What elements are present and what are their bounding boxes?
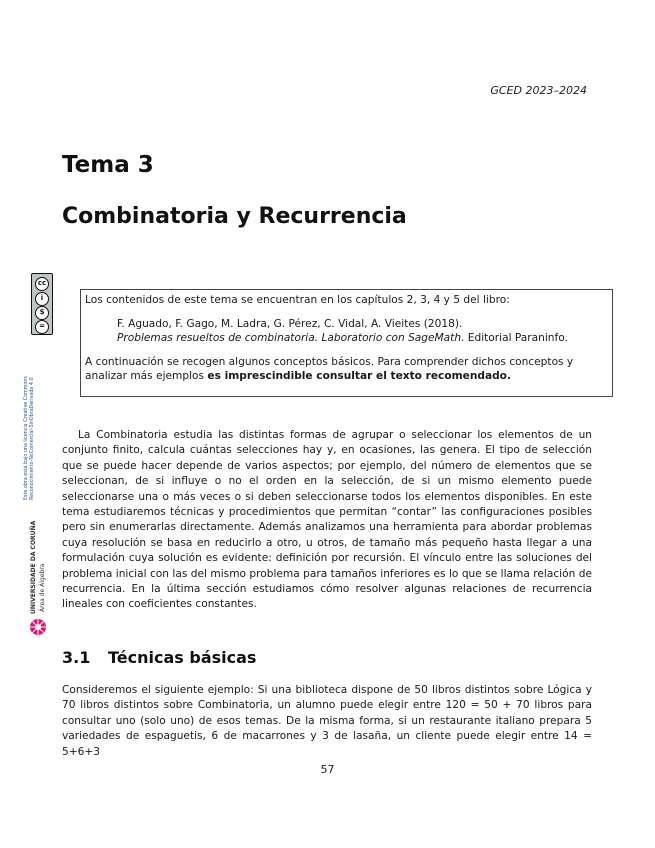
noncommercial-icon: $ (35, 306, 49, 320)
university-logo-icon (29, 614, 47, 640)
running-header: GCED 2023–2024 (490, 84, 587, 97)
reference-title: Problemas resueltos de combinatoria. Laboratorio con SageMath (117, 332, 462, 344)
license-line-1: Este obra está bajo una licencia Creative Commons (24, 376, 29, 500)
intro-paragraph: La Combinatoria estudia las distintas formas de agrupar o seleccionar los elementos de un conjunto finito, calcula cuántas selecciones hay y, en ocasiones, las genera. El tipo de selección que se puede hacer depende de varios aspectos; por ejemplo, del número de elementos que se seleccionan, de si influye o no el orden en la selección, de si un mismo elemento puede seleccionarse una o más veces o si deben seleccionarse todos los elementos disponibles. En este tema estudiaremos técnicas y procedimientos que permitan “contar” las configuraciones posibles pero sin enumerarlas directamente. Además analizamos una herramienta para abordar problemas cuya resolución se basa en reducirlo a otro, u otros, de tamaño más pequeño hasta llegar a una formulación cuya solución es evidente: definición por recursión. El vínculo entre las soluciones del problema inicial con las del mismo problema para tamaños inferiores es lo que se llama relación de recurrencia. En la última sección estudiamos cómo resolver algunas relaciones de recurrencia lineales con coeficientes constantes. (62, 429, 592, 611)
department-name: Área de Álgebra (39, 563, 46, 612)
section-number: 3.1 (62, 648, 91, 667)
reference-book (117, 331, 608, 346)
box-note (85, 355, 608, 384)
university-name: UNIVERSIDADE DA CORUÑA (30, 520, 37, 614)
chapter-number: Tema 3 (62, 152, 154, 178)
noderivatives-icon: = (35, 320, 49, 334)
reference-publisher: . Editorial Paraninfo. (461, 332, 568, 344)
section-heading (62, 648, 256, 667)
reference-authors: F. Aguado, F. Gago, M. Ladra, G. Pérez, C. Vidal, A. Vieites (2018). (117, 317, 463, 330)
box-intro: Los contenidos de este tema se encuentran en los capítulos 2, 3, 4 y 5 del libro: (85, 294, 510, 306)
license-text[interactable] (24, 340, 36, 500)
book-reference (117, 317, 608, 346)
creative-commons-badge[interactable] (31, 273, 53, 335)
attribution-icon: i (35, 292, 49, 306)
reference-box (80, 289, 613, 397)
chapter-title: Combinatoria y Recurrencia (62, 204, 407, 229)
section-title: Técnicas básicas (108, 648, 257, 667)
box-note-emphasis: es imprescindible consultar el texto recomendado. (207, 370, 511, 382)
box-note-text: A continuación se recogen algunos conceptos básicos. Para comprender dichos conceptos y analizar más ejemplos (85, 355, 574, 382)
page-number: 57 (320, 763, 335, 776)
cc-icon: cc (35, 277, 49, 291)
section-paragraph: Consideremos el siguiente ejemplo: Si una biblioteca dispone de 50 libros distintos sobre Lógica y 70 libros distintos sobre Combinatoria, un alumno puede elegir entre 120 = 50 + 70 libros para consultar uno (solo uno) de esos temas. De la misma forma, si un restaurante italiano prepara 5 variedades de espaguetis, 6 de macarrones y 3 de lasaña, un cliente puede elegir entre 14 = 5+6+3 (62, 684, 592, 758)
license-line-2: Reconocimiento-NoComercial-SinObraDerivada 4.0 (30, 377, 35, 500)
